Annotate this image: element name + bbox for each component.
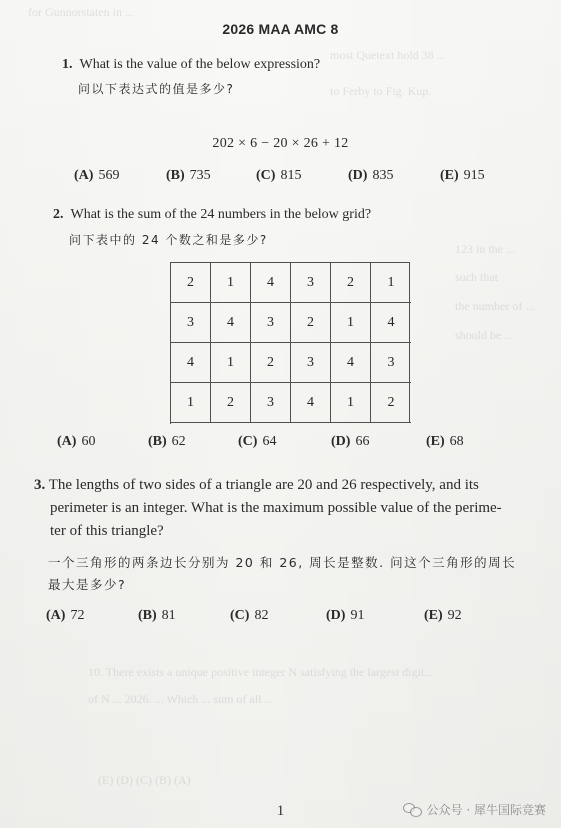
bleed-text-line: most Quetext hold 38 ... <box>330 48 446 62</box>
choice-value: 735 <box>189 168 211 183</box>
grid-cell: 2 <box>171 263 211 303</box>
choice-c <box>256 168 348 184</box>
grid-cell: 4 <box>371 303 411 343</box>
choice-value: 62 <box>171 434 186 449</box>
choice-letter: (D) <box>326 608 346 623</box>
grid-cell: 3 <box>171 303 211 343</box>
watermark-text: 公众号 · 犀牛国际竞赛 <box>426 803 546 817</box>
grid-cell: 3 <box>371 343 411 383</box>
problem-2-title <box>53 204 371 225</box>
grid-cell: 4 <box>211 303 251 343</box>
grid-cell: 3 <box>291 343 331 383</box>
grid-cell: 2 <box>211 383 251 423</box>
bleed-text-line: should be ... <box>455 328 514 342</box>
choice-b <box>138 608 230 624</box>
problem-3-choices <box>46 608 462 624</box>
problem-2 <box>53 204 371 250</box>
bleed-text-line: such that <box>455 270 498 284</box>
choice-value: 60 <box>81 434 96 449</box>
choice-value: 81 <box>161 608 176 623</box>
choice-letter: (A) <box>46 608 66 623</box>
choice-d <box>326 608 424 624</box>
choice-value: 815 <box>280 168 302 183</box>
problem-1-title <box>62 54 320 75</box>
bleed-text-line: (E) (D) (C) (B) (A) <box>98 773 191 787</box>
problem-1-expression: 202 × 6 − 20 × 26 + 12 <box>212 136 349 151</box>
choice-d <box>331 434 426 450</box>
choice-letter: (D) <box>331 434 351 449</box>
grid-cell: 3 <box>291 263 331 303</box>
choice-value: 835 <box>372 168 394 183</box>
choice-value: 68 <box>449 434 464 449</box>
grid-cell: 3 <box>251 383 291 423</box>
problem-2-number: 2. <box>53 207 64 222</box>
grid-cell: 3 <box>251 303 291 343</box>
grid-cell: 4 <box>171 343 211 383</box>
grid-cell: 2 <box>291 303 331 343</box>
problem-2-choices <box>57 434 464 450</box>
grid-cell: 1 <box>331 303 371 343</box>
problem-3-chinese-line-2: 最大是多少? <box>48 577 127 592</box>
problem-1-number: 1. <box>62 57 73 72</box>
grid-cell: 4 <box>251 263 291 303</box>
problem-3-line-1 <box>34 474 526 497</box>
number-grid-wrapper <box>170 262 410 424</box>
choice-value: 91 <box>350 608 365 623</box>
grid-cell: 1 <box>171 383 211 423</box>
problem-2-english: What is the sum of the 24 numbers in the below grid? <box>70 207 372 222</box>
problem-3-english-line: The lengths of two sides of a triangle are 20 and 26 respectively, and its <box>48 477 479 493</box>
choice-letter: (E) <box>440 168 459 183</box>
choice-letter: (E) <box>424 608 443 623</box>
choice-d <box>348 168 440 184</box>
grid-cell: 2 <box>251 343 291 383</box>
choice-e <box>424 608 462 624</box>
grid-cell: 4 <box>331 343 371 383</box>
bleed-text-line: of N ... 2026. ... Which ... sum of all ... <box>88 692 274 706</box>
grid-cell: 2 <box>331 263 371 303</box>
choice-c <box>238 434 331 450</box>
choice-a <box>46 608 138 624</box>
grid-right-border <box>409 262 410 422</box>
watermark <box>403 801 546 818</box>
choice-value: 569 <box>98 168 120 183</box>
problem-3-line-3: ter of this triangle? <box>50 523 164 539</box>
bleed-text-line: to Ferby to Fig. Kup. <box>330 84 432 98</box>
page-header: 2026 MAA AMC 8 <box>222 21 339 37</box>
wechat-icon <box>403 803 421 816</box>
bleed-text-line: 123 in the ... <box>455 242 515 256</box>
bleed-text-line: 10. There exists a unique positive integer N satisfying the largest digit... <box>88 665 434 679</box>
choice-letter: (C) <box>238 434 258 449</box>
choice-a <box>57 434 148 450</box>
choice-value: 66 <box>355 434 370 449</box>
grid-cell: 2 <box>371 383 411 423</box>
problem-2-chinese: 问下表中的 24 个数之和是多少? <box>69 233 268 247</box>
choice-value: 64 <box>262 434 277 449</box>
choice-value: 92 <box>447 608 462 623</box>
choice-letter: (B) <box>166 168 185 183</box>
problem-3-line-2: perimeter is an integer. What is the maximum possible value of the perime- <box>50 500 502 516</box>
choice-c <box>230 608 326 624</box>
choice-value: 82 <box>254 608 269 623</box>
choice-e <box>426 434 464 450</box>
problem-3-chinese-line-1: 一个三角形的两条边长分别为 20 和 26, 周长是整数. 问这个三角形的周长 <box>48 555 517 570</box>
problem-1 <box>62 54 320 99</box>
grid-cell: 4 <box>291 383 331 423</box>
problem-1-english: What is the value of the below expression? <box>79 57 321 72</box>
choice-value: 72 <box>70 608 85 623</box>
bleed-text-line: for Gunnorstaten in ... <box>28 5 134 19</box>
problem-1-chinese: 问以下表达式的值是多少? <box>78 82 235 96</box>
choice-letter: (D) <box>348 168 368 183</box>
bleed-text-line: the number of ... <box>455 299 535 313</box>
grid-cell: 1 <box>211 263 251 303</box>
choice-b <box>148 434 238 450</box>
choice-letter: (B) <box>138 608 157 623</box>
number-grid <box>170 262 410 424</box>
grid-cell: 1 <box>211 343 251 383</box>
choice-letter: (C) <box>230 608 250 623</box>
choice-value: 915 <box>463 168 485 183</box>
grid-cell: 1 <box>331 383 371 423</box>
problem-3-number: 3. <box>34 477 46 493</box>
choice-e <box>440 168 485 184</box>
problem-1-choices <box>74 168 485 184</box>
choice-letter: (A) <box>57 434 77 449</box>
choice-letter: (B) <box>148 434 167 449</box>
problem-3 <box>34 474 526 596</box>
choice-letter: (E) <box>426 434 445 449</box>
choice-a <box>74 168 166 184</box>
choice-b <box>166 168 256 184</box>
grid-cell: 1 <box>371 263 411 303</box>
choice-letter: (A) <box>74 168 94 183</box>
page-number: 1 <box>276 803 285 819</box>
choice-letter: (C) <box>256 168 276 183</box>
